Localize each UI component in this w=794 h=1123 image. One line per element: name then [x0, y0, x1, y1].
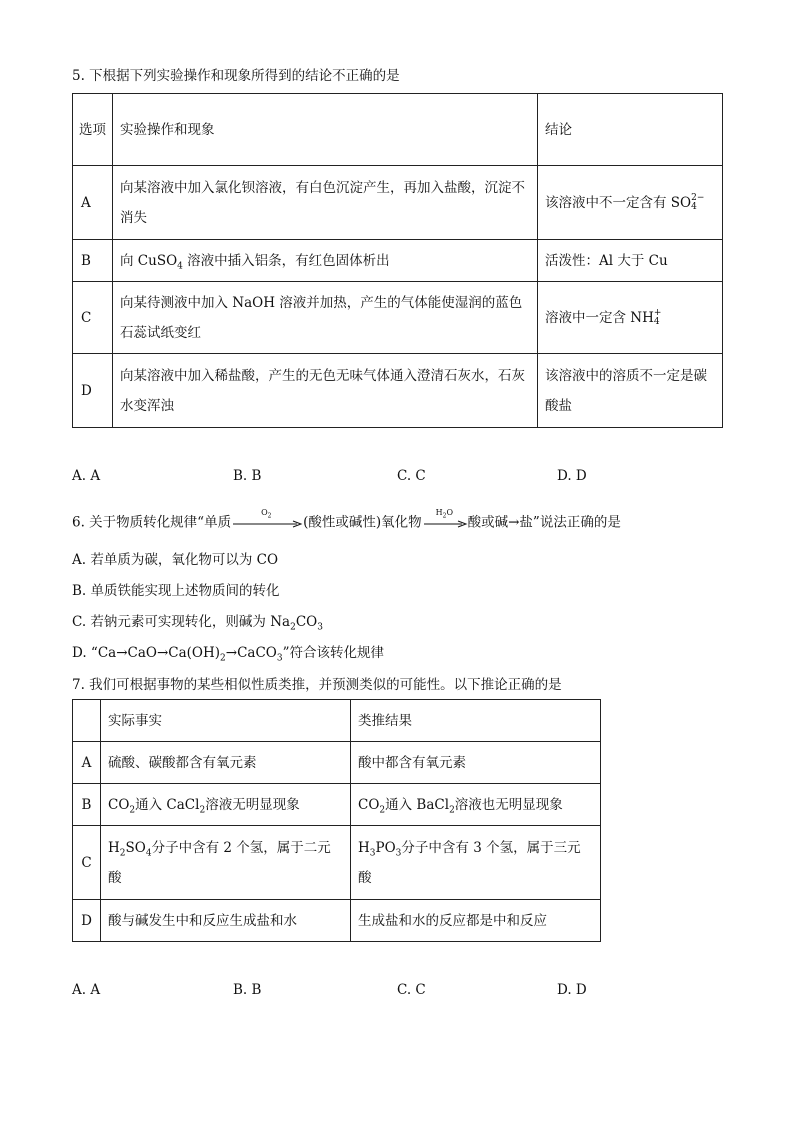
q5-row-c-conclusion: 溶液中一定含 NH + 4 [538, 282, 723, 354]
q7-option-a[interactable]: A. A [72, 982, 101, 998]
q5-row-a-label: A [73, 166, 113, 240]
q5-table [72, 93, 723, 428]
q7-row-d-label: D [73, 900, 101, 942]
q5-header-option: 选项 [73, 94, 113, 166]
q5-header-conclusion: 结论 [538, 94, 723, 166]
q6-stem [72, 508, 621, 532]
q6-option-c[interactable]: C. 若钠元素可实现转化，则碱为 $Na_2CO_3$ [72, 614, 323, 633]
q7-row-c-fact: $H_2SO_4$分子中含有 2 个氢，属于二元酸 [101, 826, 351, 900]
q6-option-a[interactable]: A. 若单质为碳，氧化物可以为 CO [72, 552, 279, 568]
q5-header-row [73, 94, 723, 166]
q5-row-d-conclusion: 该溶液中的溶质不一定是碳酸盐 [538, 354, 723, 428]
q6-arrow-o2: $O_2$ [231, 514, 303, 532]
q7-header-row [73, 700, 601, 742]
q5-row-d-operation: 向某溶液中加入稀盐酸，产生的无色无味气体通入澄清石灰水，石灰水变浑浊 [113, 354, 538, 428]
q7-row-b [73, 784, 601, 826]
q7-stem: 7. 我们可根据事物的某些相似性质类推，并预测类似的可能性。以下推论正确的是 [72, 677, 562, 693]
q7-row-a [73, 742, 601, 784]
q5-row-a-conclusion: 该溶液中不一定含有 SO 2− 4 [538, 166, 723, 240]
q7-row-c-label: C [73, 826, 101, 900]
q6-option-d[interactable]: D. “$Ca\to CaO\to Ca(OH)_2\to CaCO_3$”符合该转化规律 [72, 645, 384, 664]
q7-row-b-fact: $CO_2$通入 CaCl$_2$溶液无明显现象 [101, 784, 351, 826]
q5-option-a[interactable]: A. A [72, 468, 101, 484]
q7-row-c [73, 826, 601, 900]
q6-stem-part1: 6. 关于物质转化规律“单质 [72, 514, 232, 531]
q5-row-a-operation: 向某溶液中加入氯化钡溶液，有白色沉淀产生，再加入盐酸，沉淀不消失 [113, 166, 538, 240]
q7-row-c-result: $H_3PO_3$分子中含有 3 个氢，属于三元酸 [351, 826, 601, 900]
q5-option-d[interactable]: D. D [557, 468, 587, 484]
q5-option-b[interactable]: B. B [233, 468, 262, 484]
q6-stem-part3: 酸或碱→盐”说法正确的是 [467, 514, 621, 531]
q5-row-b-operation: 向 CuSO$_4$ 溶液中插入铝条，有红色固体析出 [113, 240, 538, 282]
q7-header-fact: 实际事实 [101, 700, 351, 742]
q5-row-c [73, 282, 723, 354]
q7-row-b-label: B [73, 784, 101, 826]
q7-row-d [73, 900, 601, 942]
q5-row-d [73, 354, 723, 428]
q6-option-b[interactable]: B. 单质铁能实现上述物质间的转化 [72, 583, 280, 599]
q7-option-d[interactable]: D. D [557, 982, 587, 998]
q5-row-a [73, 166, 723, 240]
q7-row-d-fact: 酸与碱发生中和反应生成盐和水 [101, 900, 351, 942]
q5-row-c-operation: 向某待测液中加入 NaOH 溶液并加热，产生的气体能使湿润的蓝色石蕊试纸变红 [113, 282, 538, 354]
q7-table [72, 699, 601, 942]
q5-row-b-conclusion: 活泼性：Al 大于 Cu [538, 240, 723, 282]
q7-row-d-result: 生成盐和水的反应都是中和反应 [351, 900, 601, 942]
q5-row-b-label: B [73, 240, 113, 282]
q5-header-operation: 实验操作和现象 [113, 94, 538, 166]
q5-row-c-label: C [73, 282, 113, 354]
q7-option-b[interactable]: B. B [233, 982, 262, 998]
q7-row-a-label: A [73, 742, 101, 784]
q7-row-a-result: 酸中都含有氧元素 [351, 742, 601, 784]
q5-option-c[interactable]: C. C [397, 468, 426, 484]
q5-row-d-label: D [73, 354, 113, 428]
q5-stem: 5. 下根据下列实验操作和现象所得到的结论不正确的是 [72, 68, 400, 84]
q6-arrow-h2o: $H_2O$ [422, 514, 468, 532]
q7-header-result: 类推结果 [351, 700, 601, 742]
q7-row-a-fact: 硫酸、碳酸都含有氧元素 [101, 742, 351, 784]
q7-row-b-result: $CO_2$通入 BaCl$_2$溶液也无明显现象 [351, 784, 601, 826]
q5-row-b [73, 240, 723, 282]
q7-header-empty [73, 700, 101, 742]
q7-option-c[interactable]: C. C [397, 982, 426, 998]
q6-stem-part2: (酸性或碱性)氧化物 [303, 514, 422, 531]
